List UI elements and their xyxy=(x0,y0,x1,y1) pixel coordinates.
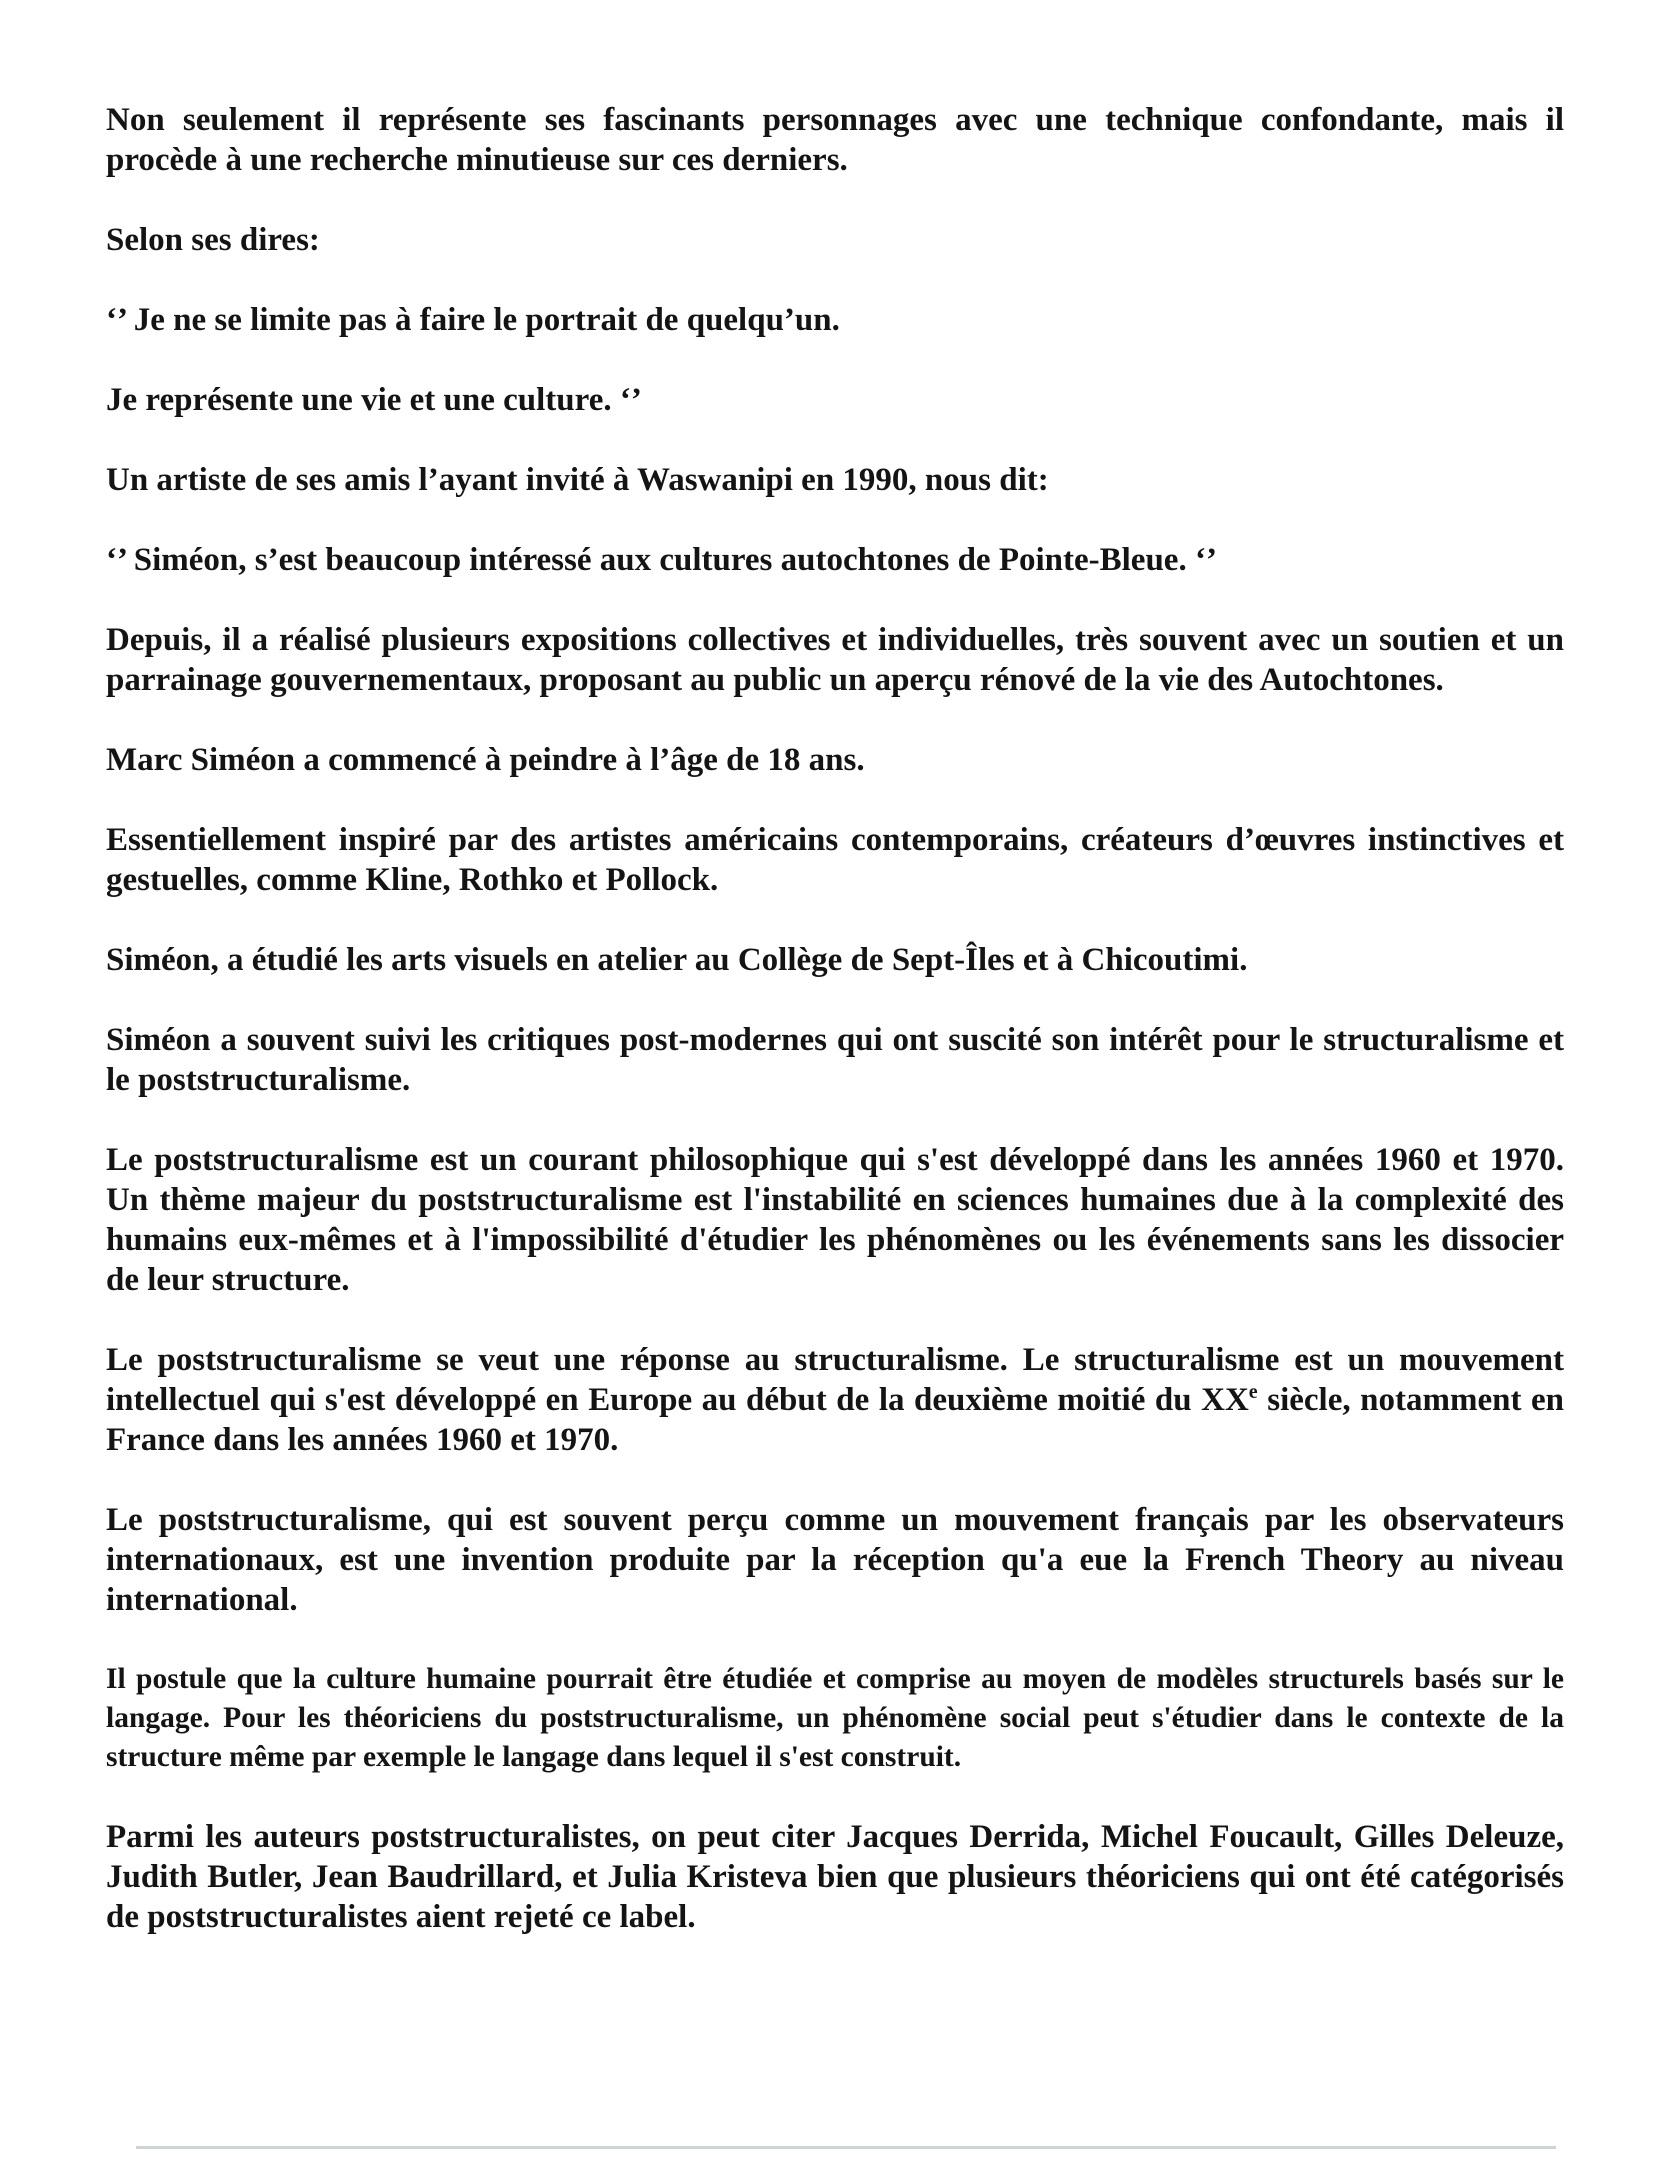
paragraph-text-before-superscript: Le poststructuralisme se veut une réponse au structuralisme. Le structuralisme est un mouvement intellectuel qui s'est développé en Europe au début de la deuxième moitié du XX xyxy=(106,1342,1564,1418)
bottom-scan-edge xyxy=(136,2146,1556,2149)
quote-portrait: ‘’ Je ne se limite pas à faire le portrait de quelqu’un. xyxy=(106,302,840,338)
paragraph-etudes: Siméon, a étudié les arts visuels en atelier au Collège de Sept-Îles et à Chicoutimi. xyxy=(106,942,1248,978)
paragraph-inspiration: Essentiellement inspiré par des artistes américains contemporains, créateurs d’œuvres instinctives et gestuelles, comme Kline, Rothko et Pollock. xyxy=(106,822,1564,898)
century-superscript: e xyxy=(1248,1381,1258,1403)
paragraph-critiques: Siméon a souvent suivi les critiques post-modernes qui ont suscité son intérêt pour le structuralisme et le poststructuralisme. xyxy=(106,1022,1564,1098)
paragraph-waswanipi: Un artiste de ses amis l’ayant invité à Waswanipi en 1990, nous dit: xyxy=(106,462,1049,498)
paragraph-langage: Il postule que la culture humaine pourrait être étudiée et comprise au moyen de modèles structurels basés sur le langage. Pour les théoriciens du poststructuralisme, un phénomène social peut s'étudier dans le contexte de la structure même par exemple le langage dans lequel il s'est construit. xyxy=(106,1663,1564,1773)
paragraph-technique: Non seulement il représente ses fascinants personnages avec une technique confondante, mais il procède à une recherche minutieuse sur ces derniers. xyxy=(106,102,1564,178)
paragraph-auteurs: Parmi les auteurs poststructuralistes, on peut citer Jacques Derrida, Michel Foucault, Gilles Deleuze, Judith Butler, Jean Baudrillard, et Julia Kristeva bien que plusieurs théoriciens qui ont été catégorisés de poststructuralistes aient rejeté ce label. xyxy=(106,1819,1564,1935)
quote-pointe-bleue: ‘’ Siméon, s’est beaucoup intéressé aux cultures autochtones de Pointe-Bleue. ‘’ xyxy=(106,542,1217,578)
paragraph-expositions: Depuis, il a réalisé plusieurs expositions collectives et individuelles, très souvent avec un soutien et un parrainage gouvernementaux, proposant au public un aperçu rénové de la vie des Autochtones. xyxy=(106,622,1564,698)
paragraph-text-after-superscript: siècle, notamment en France dans les années 1960 et 1970. xyxy=(106,1382,1564,1458)
paragraph-selon-ses-dires: Selon ses dires: xyxy=(106,222,320,258)
quote-vie-culture: Je représente une vie et une culture. ‘’ xyxy=(106,382,642,418)
paragraph-peindre-18-ans: Marc Siméon a commencé à peindre à l’âge de 18 ans. xyxy=(106,742,865,778)
paragraph-french-theory: Le poststructuralisme, qui est souvent perçu comme un mouvement français par les observateurs internationaux, est une invention produite par la réception qu'a eue la French Theory au niveau international. xyxy=(106,1502,1564,1618)
paragraph-reponse-structuralisme xyxy=(106,1340,1564,1460)
document-page xyxy=(106,100,1564,1937)
paragraph-courant-philosophique: Le poststructuralisme est un courant philosophique qui s'est développé dans les années 1960 et 1970. Un thème majeur du poststructuralisme est l'instabilité en sciences humaines due à la complexité des humains eux-mêmes et à l'impossibilité d'étudier les phénomènes ou les événements sans les dissocier de leur structure. xyxy=(106,1142,1564,1298)
